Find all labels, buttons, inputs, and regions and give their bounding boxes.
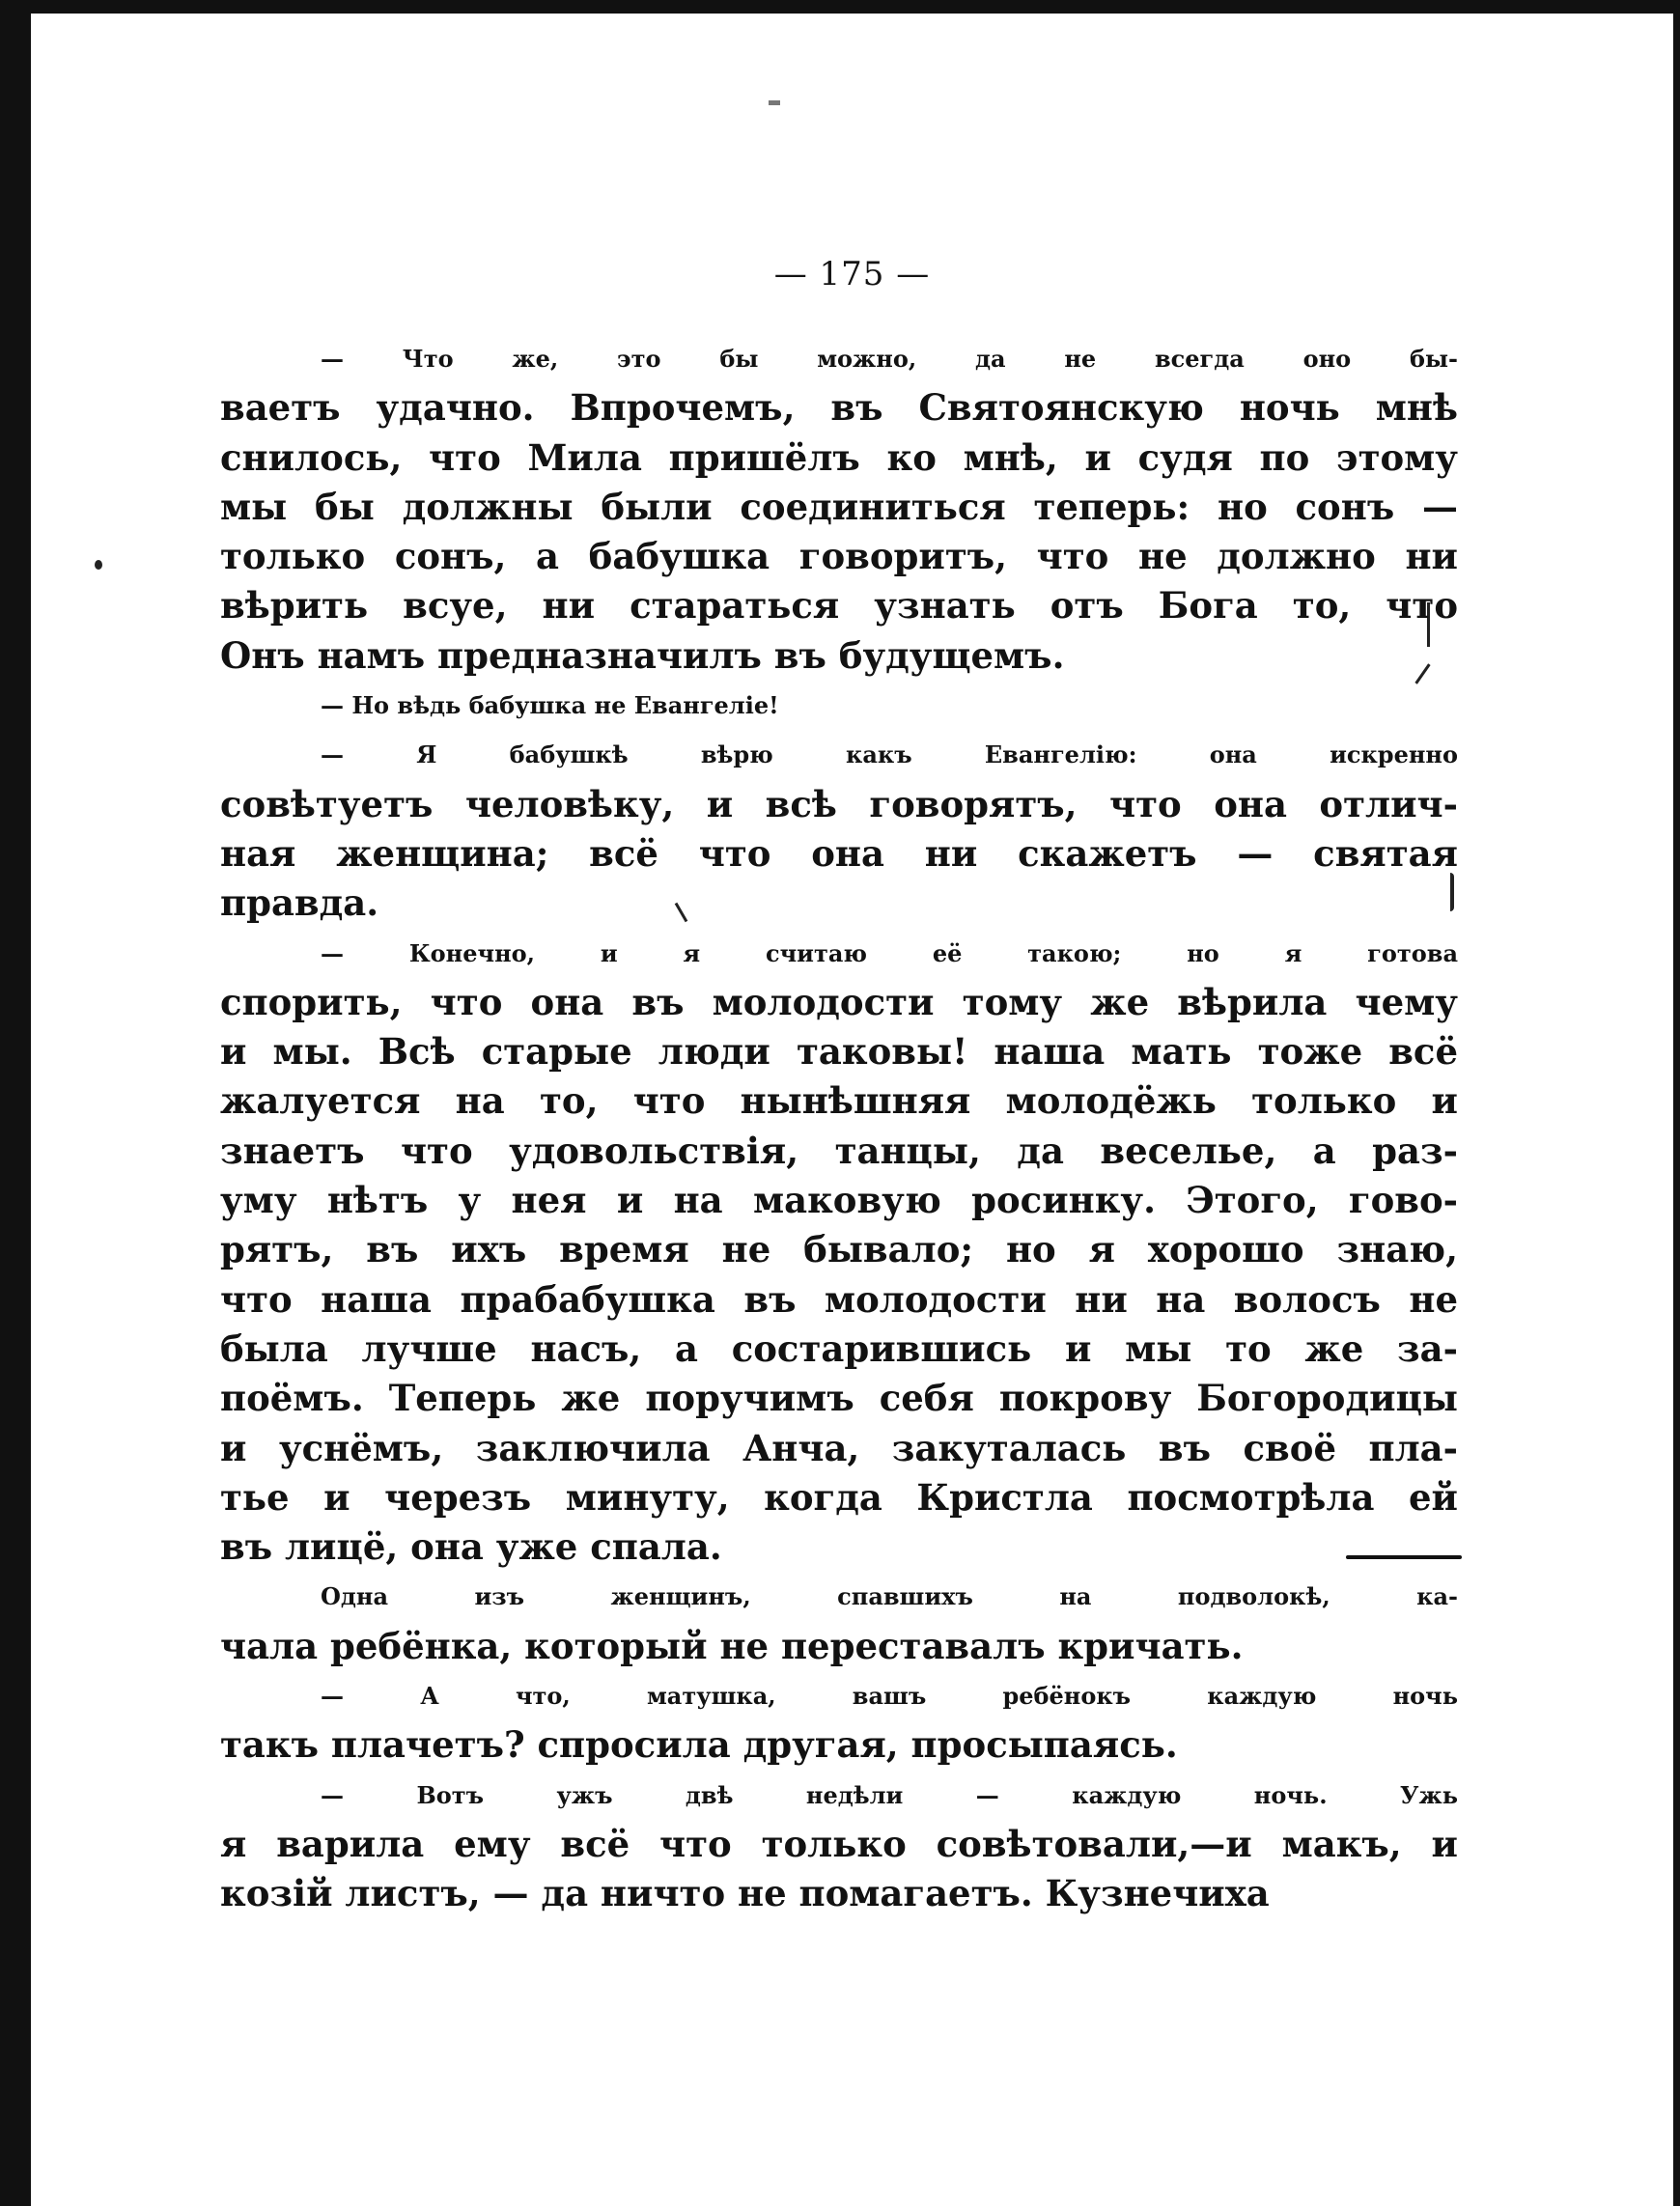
page-number: — 175 — xyxy=(773,255,931,293)
text-line: была лучше насъ, а состарившись и мы то же за- xyxy=(220,1326,1458,1370)
text-line: ваетъ удачно. Впрочемъ, въ Святоянскую ночь мнѣ xyxy=(220,386,1458,430)
scan-frame-left xyxy=(0,0,31,2206)
text-line: спорить, что она въ молодости тому же вѣрила чему xyxy=(220,980,1458,1023)
scan-speck xyxy=(769,100,780,105)
scan-frame-right xyxy=(1673,0,1680,2206)
text-line: козій листъ, — да ничто не помагаетъ. Кузнечиха xyxy=(220,1872,1270,1915)
text-line: мы бы должны были соединиться теперь: но сонъ — xyxy=(220,485,1458,528)
text-line: что наша прабабушка въ молодости ни на волосъ не xyxy=(220,1277,1458,1321)
text-line: — Я бабушкѣ вѣрю какъ Евангелію: она искренно xyxy=(321,740,1458,769)
scan-speck xyxy=(95,560,102,570)
text-line: — Конечно, и я считаю её такою; но я готова xyxy=(321,938,1458,967)
text-line: — Но вѣдь бабушка не Евангеліе! xyxy=(321,691,779,720)
text-line: — Вотъ ужъ двѣ недѣли — каждую ночь. Ужь xyxy=(321,1780,1458,1809)
text-line: — Что же, это бы можно, да не всегда оно бы- xyxy=(321,345,1458,373)
text-line: я варила ему всё что только совѣтовали,—и макъ, и xyxy=(220,1822,1458,1865)
text-line: ная женщина; всё что она ни скажетъ — святая xyxy=(220,831,1458,875)
text-line: рятъ, въ ихъ время не бывало; но я хорошо знаю, xyxy=(220,1228,1458,1271)
text-line: совѣтуетъ человѣку, и всѣ говорятъ, что она отлич- xyxy=(220,782,1458,825)
text-line: и уснёмъ, заключила Анча, закуталась въ своё пла- xyxy=(220,1426,1458,1469)
text-line: тье и черезъ минуту, когда Кристла посмотрѣла ей xyxy=(220,1475,1458,1519)
book-page xyxy=(31,14,1673,2206)
text-line: уму нѣтъ у нея и на маковую росинку. Этого, гово- xyxy=(220,1179,1458,1222)
body-text xyxy=(220,334,1458,1919)
text-line: вѣрить всуе, ни стараться узнать отъ Бога то, что xyxy=(220,584,1458,628)
text-line: Онъ намъ предназначилъ въ будущемъ. xyxy=(220,633,1065,677)
text-line: жалуется на то, что нынѣшняя молодёжь только и xyxy=(220,1079,1458,1123)
text-line: — А что, матушка, вашъ ребёнокъ каждую ночь xyxy=(321,1682,1458,1711)
scan-frame-top xyxy=(0,0,1680,14)
text-line: знаетъ что удовольствія, танцы, да веселье, а раз- xyxy=(220,1129,1458,1172)
text-line: такъ плачетъ? спросила другая, просыпаясь. xyxy=(220,1723,1178,1767)
text-line: чала ребёнка, который не переставалъ кричать. xyxy=(220,1624,1244,1667)
text-line: и мы. Всѣ старые люди таковы! наша мать тоже всё xyxy=(220,1030,1458,1074)
text-line: только сонъ, а бабушка говоритъ, что не должно ни xyxy=(220,535,1458,578)
text-line: въ лицё, она уже спала. xyxy=(220,1525,722,1569)
text-line: правда. xyxy=(220,881,379,925)
text-line: поёмъ. Теперь же поручимъ себя покрову Богородицы xyxy=(220,1377,1458,1420)
text-line: снилось, что Мила пришёлъ ко мнѣ, и судя по этому xyxy=(220,435,1458,479)
text-line: Одна изъ женщинъ, спавшихъ на подволокѣ, ка- xyxy=(321,1582,1458,1611)
